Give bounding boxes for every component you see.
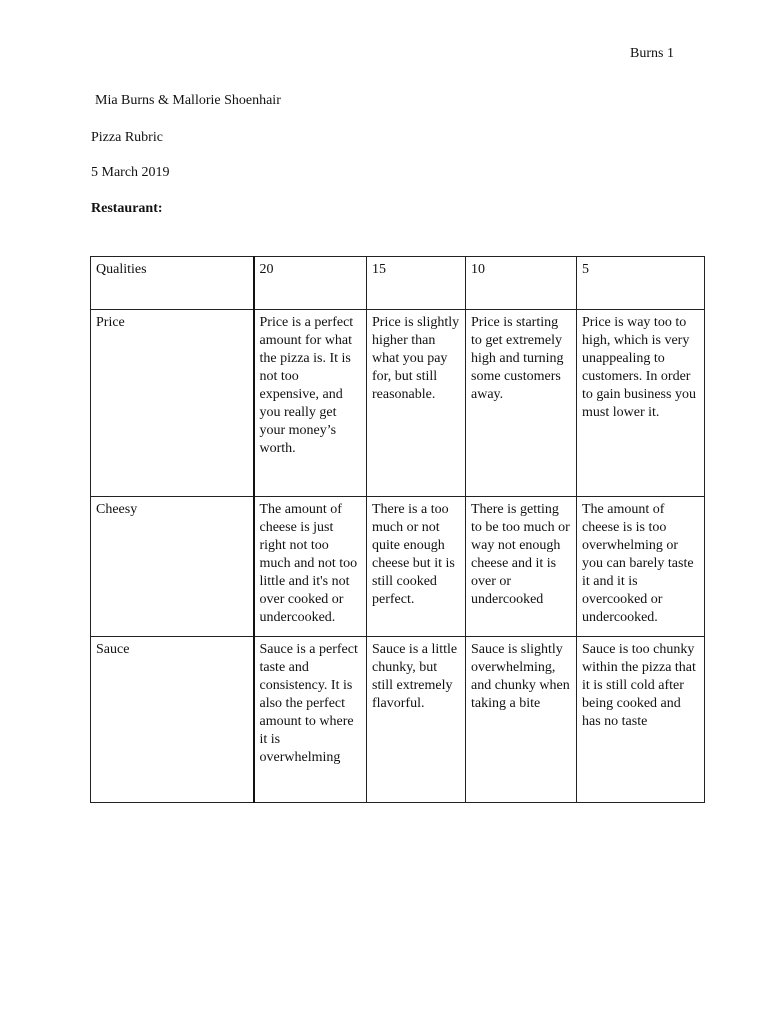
criteria-cell: Sauce is slightly overwhelming, and chunky when taking a bite bbox=[466, 637, 577, 803]
criteria-cell: Sauce is a little chunky, but still extremely flavorful. bbox=[367, 637, 466, 803]
criteria-cell: There is a too much or not quite enough cheese but it is still cooked perfect. bbox=[367, 497, 466, 637]
rubric-header-row bbox=[91, 257, 705, 310]
authors-line: Mia Burns & Mallorie Shoenhair bbox=[95, 93, 281, 108]
header-cell-20: 20 bbox=[254, 257, 367, 310]
rubric-row-price bbox=[91, 310, 705, 497]
document-title: Pizza Rubric bbox=[91, 130, 163, 145]
header-cell-15: 15 bbox=[367, 257, 466, 310]
quality-cell: Price bbox=[91, 310, 254, 497]
criteria-cell: There is getting to be too much or way not enough cheese and it is over or undercooked bbox=[466, 497, 577, 637]
criteria-cell: Price is way too to high, which is very unappealing to customers. In order to gain business you must lower it. bbox=[577, 310, 705, 497]
criteria-cell: Sauce is too chunky within the pizza that it is still cold after being cooked and has no taste bbox=[577, 637, 705, 803]
rubric-row-cheesy bbox=[91, 497, 705, 637]
criteria-cell: Price is starting to get extremely high and turning some customers away. bbox=[466, 310, 577, 497]
criteria-cell: Price is a perfect amount for what the pizza is. It is not too expensive, and you really get your money’s worth. bbox=[254, 310, 367, 497]
criteria-cell: The amount of cheese is is too overwhelming or you can barely taste it and it is overcooked or undercooked. bbox=[577, 497, 705, 637]
rubric-table bbox=[90, 256, 705, 803]
header-cell-qualities: Qualities bbox=[91, 257, 254, 310]
page-header-label: Burns 1 bbox=[630, 46, 674, 61]
quality-cell: Cheesy bbox=[91, 497, 254, 637]
document-date: 5 March 2019 bbox=[91, 165, 170, 180]
criteria-cell: Sauce is a perfect taste and consistency. It is also the perfect amount to where it is overwhelming bbox=[254, 637, 367, 803]
header-cell-10: 10 bbox=[466, 257, 577, 310]
quality-cell: Sauce bbox=[91, 637, 254, 803]
restaurant-label: Restaurant: bbox=[91, 201, 163, 216]
rubric-row-sauce bbox=[91, 637, 705, 803]
header-cell-5: 5 bbox=[577, 257, 705, 310]
criteria-cell: The amount of cheese is just right not too much and not too little and it's not over cooked or undercooked. bbox=[254, 497, 367, 637]
criteria-cell: Price is slightly higher than what you pay for, but still reasonable. bbox=[367, 310, 466, 497]
